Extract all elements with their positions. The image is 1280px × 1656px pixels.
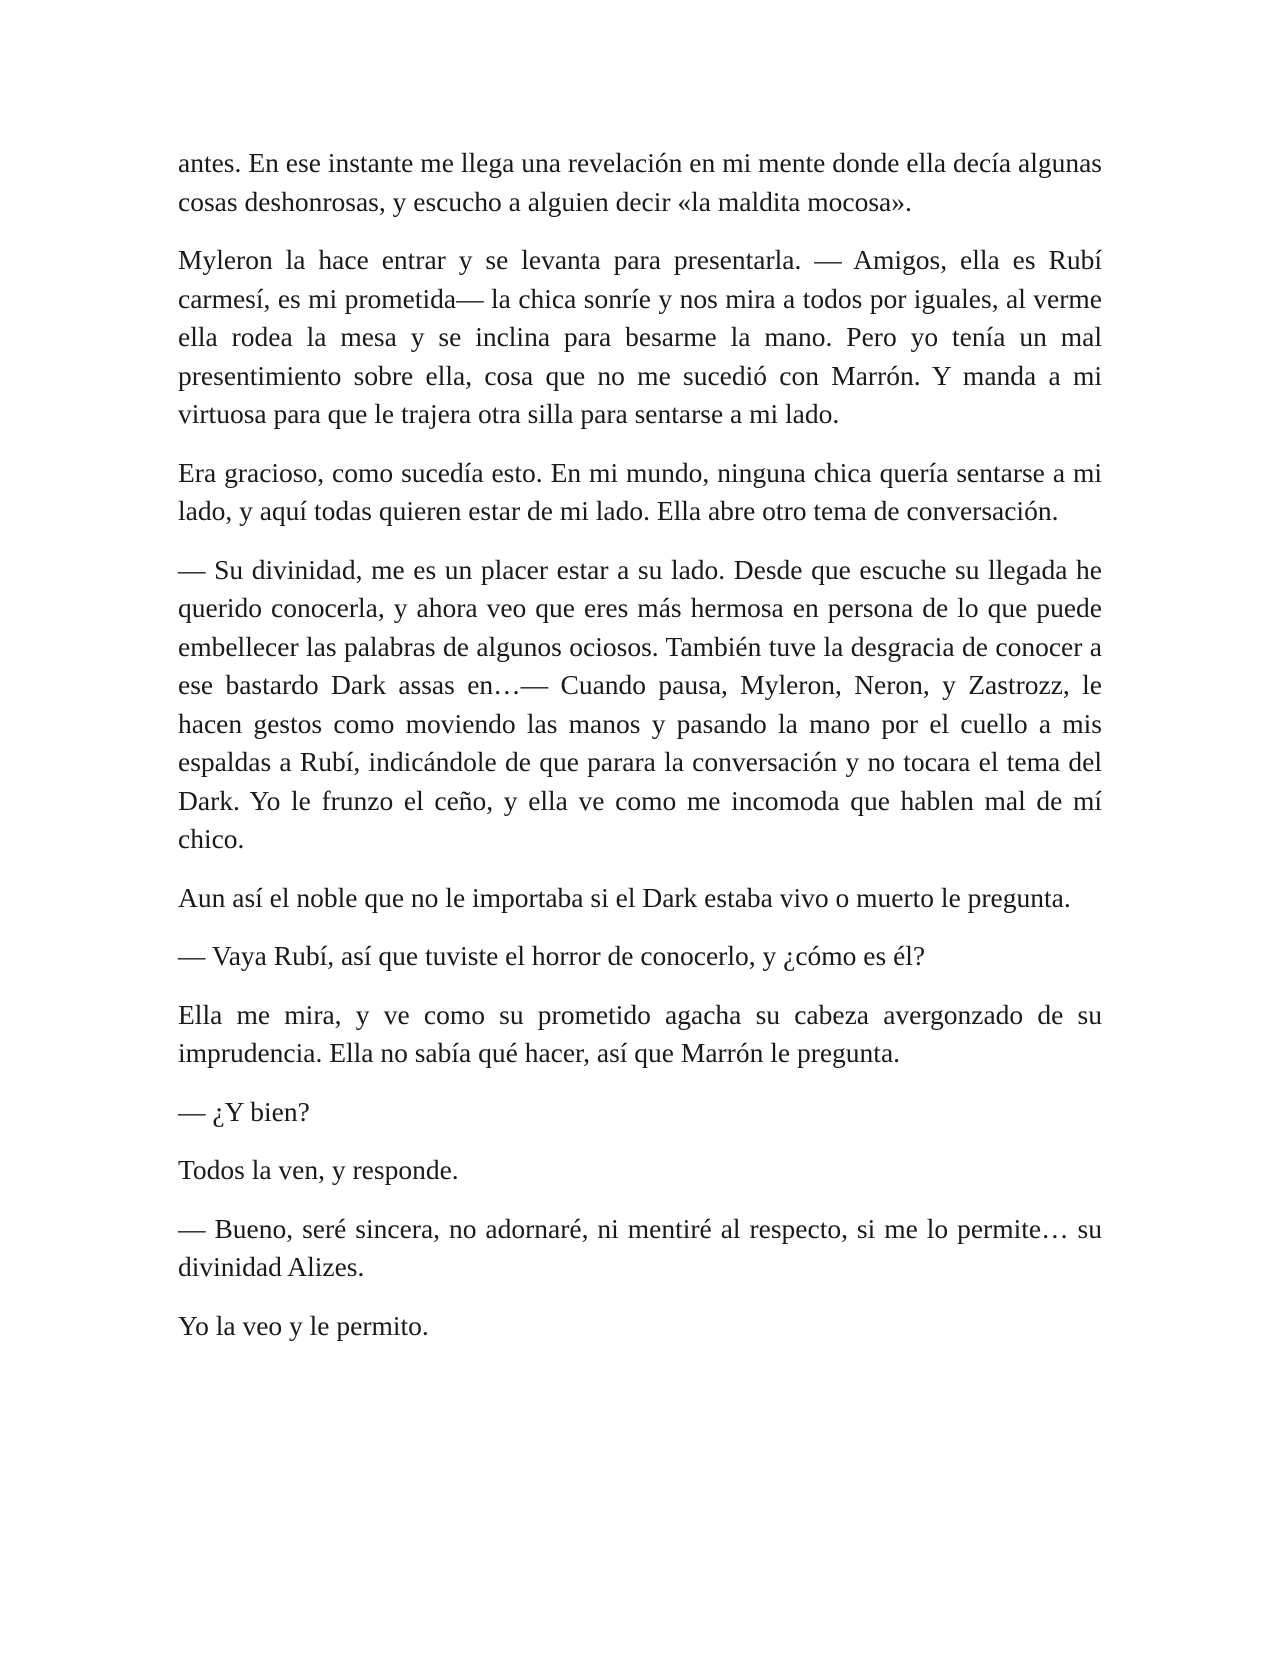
paragraph: — Su divinidad, me es un placer estar a su lado. Desde que escuche su llegada he querido conocerla, y ahora veo que eres más hermosa en persona de lo que puede embellecer las palabras de algunos ociosos. También tuve la desgracia de conocer a ese bastardo Dark assas en…— Cuando pausa, Myleron, Neron, y Zastrozz, le hacen gestos como moviendo las manos y pasando la mano por el cuello a mis espaldas a Rubí, indicándole de que parara la conversación y no tocara el tema del Dark. Yo le frunzo el ceño, y ella ve como me incomoda que hablen mal de mí chico. (178, 553, 1102, 854)
paragraph: Todos la ven, y responde. (178, 1154, 459, 1185)
paragraph: — ¿Y bien? (178, 1095, 310, 1127)
paragraph: Myleron la hace entrar y se levanta para presentarla. — Amigos, ella es Rubí carmesí, es mi prometida— la chica sonríe y nos mira a todos por iguales, al verme ella rodea la mesa y se inclina para besarme la mano. Pero yo tenía un mal presentimiento sobre ella, cosa que no me sucedió con Marrón. Y manda a mi virtuosa para que le trajera otra silla para sentarse a mi lado. (178, 244, 1102, 429)
paragraph: — Vaya Rubí, así que tuviste el horror de conocerlo, y ¿cómo es él? (178, 940, 926, 971)
paragraph: Era gracioso, como sucedía esto. En mi mundo, ninguna chica quería sentarse a mi lado, y aquí todas quieren estar de mi lado. Ella abre otro tema de conversación. (178, 456, 1102, 526)
paragraph: — Bueno, seré sincera, no adornaré, ni mentiré al respecto, si me lo permite… su divinidad Alizes. (178, 1212, 1102, 1282)
paragraph: Ella me mira, y ve como su prometido agacha su cabeza avergonzado de su imprudencia. Ella no sabía qué hacer, así que Marrón le pregunta. (178, 998, 1102, 1068)
paragraph: Aun así el noble que no le importaba si el Dark estaba vivo o muerto le pregunta. (178, 881, 1071, 913)
paragraph: antes. En ese instante me llega una revelación en mi mente donde ella decía algunas cosas deshonrosas, y escucho a alguien decir «la maldita mocosa». (178, 147, 1102, 217)
paragraph: Yo la veo y le permito. (178, 1309, 429, 1341)
body-text (178, 144, 1102, 1365)
